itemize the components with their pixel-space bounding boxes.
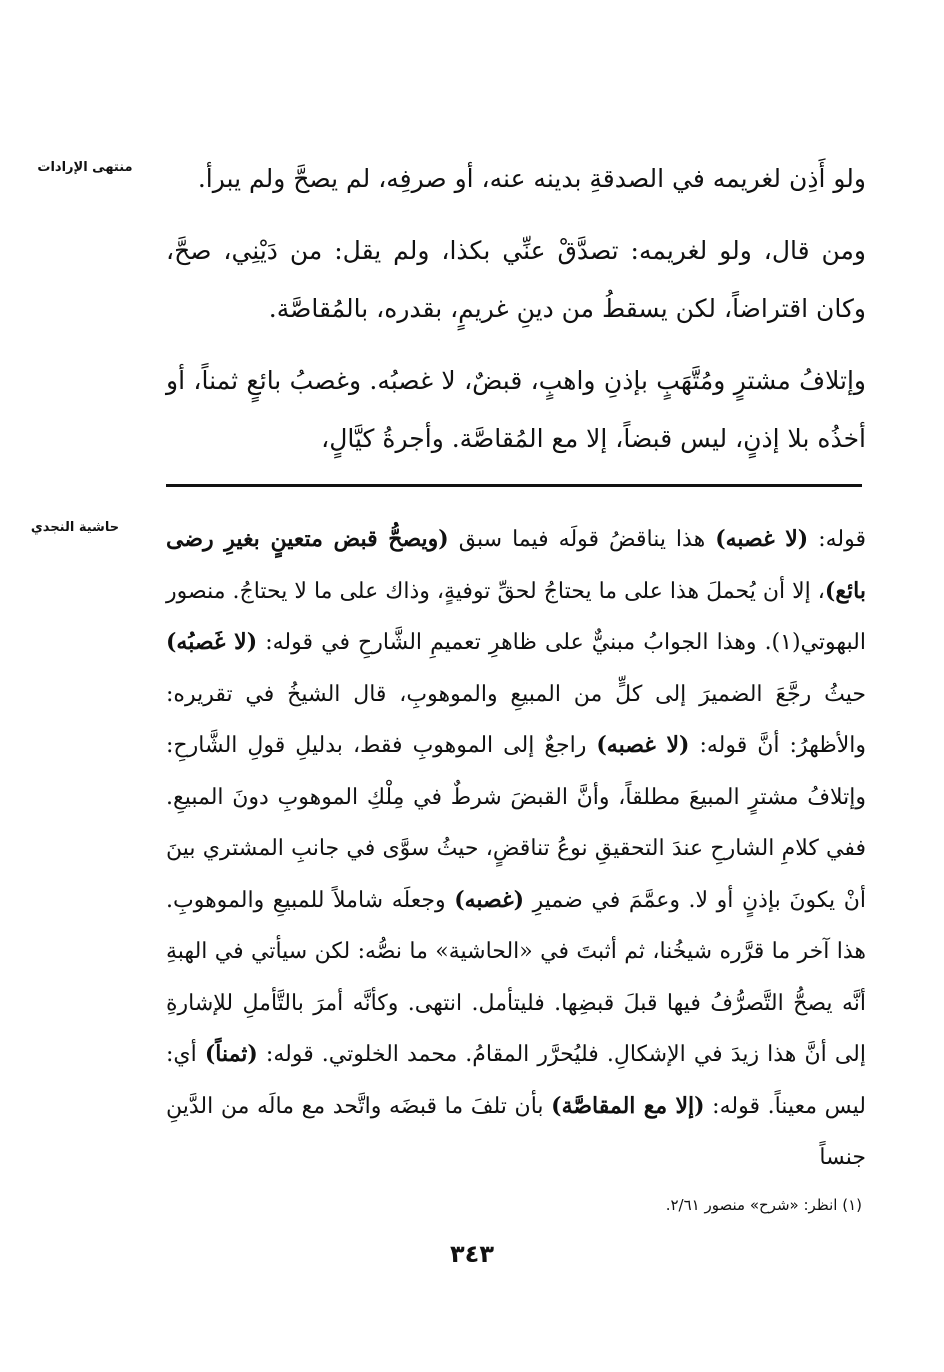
commentary-text: حيثُ رجَّعَ الضميرَ إلى كلٍّ من المبيعِ والموهوبِ، قال الشيخُ في تقريره: والأظهرُ: أنَّ قوله: xyxy=(166,681,867,758)
commentary-text: ، إلا أن يُحملَ هذا على ما يحتاجُ لحقِّ توفيةٍ، وذاك على ما لا يحتاجُ. منصور البهوتي(١). وهذا الجوابُ مبنيٌّ على ظاهرِ تعميمِ الشَّارحِ في قوله: xyxy=(166,578,866,655)
commentary-text: أي: ليس معيناً. قوله: xyxy=(166,1042,866,1119)
quoted-phrase: (لا غَصبُه) xyxy=(166,629,258,655)
side-label-matn: منتهى الإرادات xyxy=(37,160,133,175)
commentary-text: راجعٌ إلى الموهوبِ فقط، بدليلِ قولِ الشَّارحِ: وإتلافُ مشترٍ المبيعَ مطلقاً، وأنَّ القبضَ شرطٌ في مِلْكِ الموهوبِ دونَ المبيعِ. ففي كلامِ الشارحِ عندَ التحقيقِ نوعُ تناقضٍ، حيثُ سوَّى في جانبِ المشتري بينَ أنْ يكونَ بإذنٍ أو لا. وعمَّمَ في ضميرِ xyxy=(166,733,866,913)
commentary-text: قوله: xyxy=(808,527,866,552)
main-paragraph-3: وإتلافُ مشترٍ ومُتَّهَبٍ بإذنِ واهبٍ، قبضٌ، لا غصبُه. وغصبُ بائعٍ ثمناً، أو أخذُه بلا إذنٍ، ليس قبضاً، إلا مع المُقاصَّة. وأجرةُ كيَّالٍ، xyxy=(166,366,866,453)
commentary-block xyxy=(166,514,866,1184)
side-label-hashiya: حاشية النجدي xyxy=(30,520,120,535)
quoted-phrase: (ثمناً) xyxy=(204,1041,258,1067)
quoted-phrase: (لا غصبه) xyxy=(596,732,690,758)
main-paragraph-2: ومن قال، ولو لغريمه: تصدَّقْ عنِّي بكذا، ولم يقل: من دَيْنِي، صحَّ، وكان اقتراضاً، لكن يسقطُ من دينِ غريمٍ، بقدره، بالمُقاصَّة. xyxy=(166,236,866,323)
main-text-block xyxy=(166,150,866,482)
quoted-phrase: (ويصحُّ قبض متعينٍ بغيرِ رضى بائع) xyxy=(166,526,866,604)
commentary-text: بأن تلفَ ما قبضَه واتَّحد مع مالَه من الدَّينِ جنساً xyxy=(166,1093,866,1170)
quoted-phrase: (إلا مع المقاصَّة) xyxy=(551,1092,705,1119)
quoted-phrase: (لا غصبه) xyxy=(715,526,809,552)
commentary-paragraph xyxy=(166,514,866,1184)
quoted-phrase: (غصبه) xyxy=(454,886,525,913)
page-number: ٣٤٣ xyxy=(450,1240,494,1268)
footnote: (١) انظر: «شرح» منصور ٢/٦١. xyxy=(665,1196,862,1214)
main-paragraph-1: ولو أَذِن لغريمه في الصدقةِ بدينه عنه، أو صرفِه، لم يصحَّ ولم يبرأ. xyxy=(197,164,866,193)
commentary-text: هذا يناقضُ قولَه فيما سبق xyxy=(448,527,716,552)
separator-rule xyxy=(166,484,862,487)
commentary-text: وجعلَه شاملاً للمبيعِ والموهوبِ. هذا آخر ما قرَّره شيخُنا، ثم أثبتَ في «الحاشية» ما نصُّه: لكن سيأتي في الهبةِ أنَّه يصحُّ التَّصرُّفُ فيها قبلَ قبضِها. فليتأمل. انتهى. وكأنَّه أمرَ بالتَّأملِ للإشارةِ إلى أنَّ هذا زيدَ في الإشكالِ. فليُحرَّر المقامُ. محمد الخلوتي. قوله: xyxy=(166,887,866,1067)
